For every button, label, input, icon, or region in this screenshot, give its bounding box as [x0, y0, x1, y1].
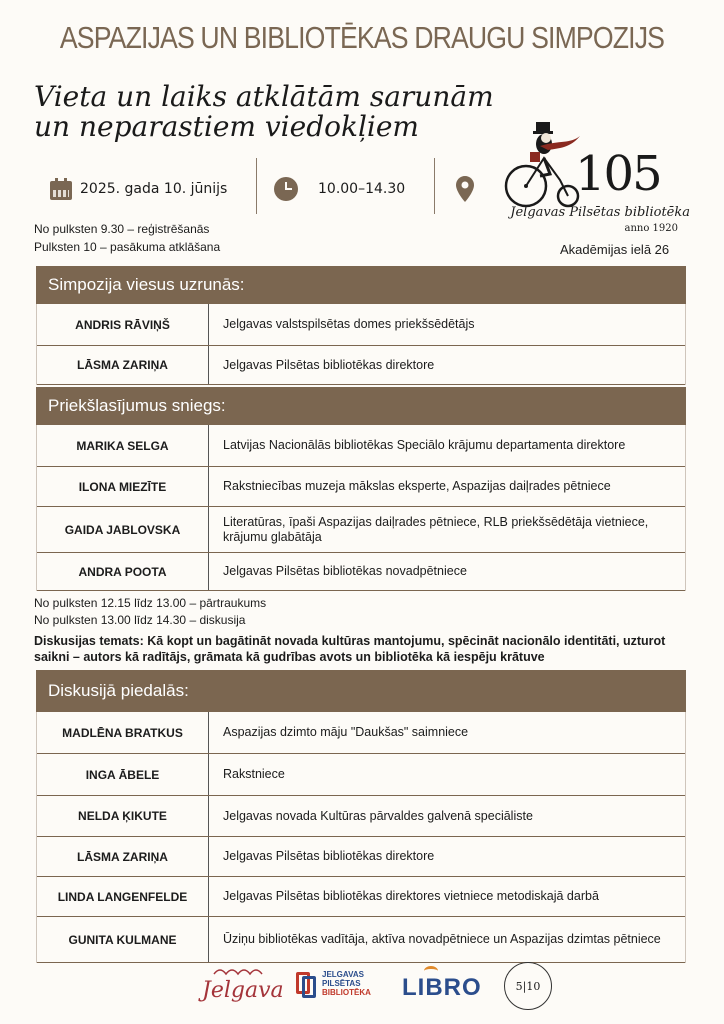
table-row [37, 917, 685, 963]
person-name: INGA ĀBELE [37, 754, 209, 795]
subtitle-line-1: Vieta un laiks atklātām sarunām [34, 80, 494, 113]
library-founded: anno 1920 [624, 223, 678, 234]
subtitle-line-2: un neparastiem viedokļiem [34, 110, 419, 143]
divider [434, 158, 435, 214]
person-name: ILONA MIEZĪTE [37, 467, 209, 506]
table-row [37, 507, 685, 553]
divider [256, 158, 257, 214]
person-name: GUNITA KULMANE [37, 917, 209, 962]
table-row [37, 553, 685, 591]
guests-table [36, 304, 686, 385]
person-role: Jelgavas Pilsētas bibliotēkas direktore [223, 849, 435, 863]
person-role: Jelgavas Pilsētas bibliotēkas novadpētniece [223, 564, 467, 578]
person-name: ANDRIS RĀVIŅŠ [37, 304, 209, 345]
lectures-table [36, 425, 686, 591]
opening-note: Pulksten 10 – pasākuma atklāšana [34, 240, 221, 254]
time-block [274, 164, 405, 214]
jpb-line-2: PILSĒTAS [322, 979, 361, 988]
person-name: MARIKA SELGA [37, 425, 209, 466]
jpb-logo [296, 962, 392, 1012]
person-role: Rakstniece [223, 767, 285, 781]
break-note: No pulksten 12.15 līdz 13.00 – pārtraukums [34, 596, 267, 610]
seal-text: 5|10 [515, 979, 541, 993]
person-role: Aspazijas dzimto māju "Daukšas" saimniece [223, 725, 469, 739]
person-name: MADLĒNA BRATKUS [37, 712, 209, 753]
location-block [456, 164, 474, 214]
person-name: LINDA LANGENFELDE [37, 877, 209, 916]
person-name: NELDA ĶIKUTE [37, 796, 209, 836]
person-role: Jelgavas valstspilsētas domes priekšsēdētājs [223, 317, 475, 331]
registration-note: No pulksten 9.30 – reģistrēšanās [34, 222, 210, 236]
jpb-line-3: BIBLIOTĒKA [322, 988, 371, 997]
person-name: LĀSMA ZARIŅA [37, 346, 209, 384]
person-role: Literatūras, īpaši Aspazijas daiļrades pētniece, RLB priekšsēdētāja vietniece, krājumu glabātāja [223, 514, 649, 544]
person-role: Ūziņu bibliotēkas vadītāja, aktīva novadpētniece un Aspazijas dzimtas pētniece [223, 932, 661, 946]
event-time: 10.00–14.30 [318, 181, 406, 197]
location-pin-icon [456, 176, 474, 202]
table-row [37, 425, 685, 467]
anniversary-number: 105 [575, 146, 661, 202]
page-title: ASPAZIJAS UN BIBLIOTĒKAS DRAUGU SIMPOZIJS [59, 20, 665, 55]
table-row [37, 467, 685, 507]
libro-logo-text: LIBRO [402, 974, 482, 1001]
person-name: ANDRA POOTA [37, 553, 209, 590]
seal-logo [504, 962, 552, 1012]
person-role: Jelgavas Pilsētas bibliotēkas direktores vietniece metodiskajā darbā [223, 889, 599, 903]
person-role: Jelgavas Pilsētas bibliotēkas direktore [223, 357, 435, 372]
table-row [37, 346, 685, 385]
person-name: LĀSMA ZARIŅA [37, 837, 209, 876]
table-row [37, 877, 685, 917]
discussion-table [36, 712, 686, 963]
table-row [37, 712, 685, 754]
section-header-discussion: Diskusijā piedalās: [36, 670, 686, 712]
table-row [37, 754, 685, 796]
person-role: Rakstniecības muzeja mākslas eksperte, Aspazijas daiļrades pētniece [223, 479, 611, 493]
page-subtitle [34, 82, 494, 142]
person-role: Latvijas Nacionālās bibliotēkas Speciālo krājumu departamenta direktore [223, 438, 626, 452]
calendar-icon [50, 178, 72, 200]
jelgava-logo [196, 962, 286, 1012]
section-header-guests: Simpozija viesus uzrunās: [36, 266, 686, 304]
event-date: 2025. gada 10. jūnijs [80, 181, 228, 197]
table-row [37, 796, 685, 837]
jpb-line-1: JELGAVAS [322, 970, 364, 979]
section-header-lectures: Priekšlasījumus sniegs: [36, 387, 686, 425]
discussion-note: No pulksten 13.00 līdz 14.30 – diskusija [34, 613, 246, 627]
clock-icon [274, 177, 298, 201]
event-address: Akadēmijas ielā 26 [560, 242, 670, 257]
table-row [37, 304, 685, 346]
discussion-topic: Diskusijas temats: Kā kopt un bagātināt novada kultūras mantojumu, spēcināt nacionālo identitāti, uzturot saikni – autors kā radītājs, grāmata kā gudrības avots un bibliotēka kā iespēju krātuve [34, 634, 666, 664]
date-block [50, 164, 227, 214]
person-role: Jelgavas novada Kultūras pārvaldes galvenā speciāliste [223, 808, 533, 823]
libro-logo [398, 962, 490, 1012]
library-name: Jelgavas Pilsētas bibliotēka [510, 205, 690, 220]
person-name: GAIDA JABLOVSKA [37, 507, 209, 552]
jelgava-logo-text: Jelgava [202, 978, 284, 1003]
table-row [37, 837, 685, 877]
